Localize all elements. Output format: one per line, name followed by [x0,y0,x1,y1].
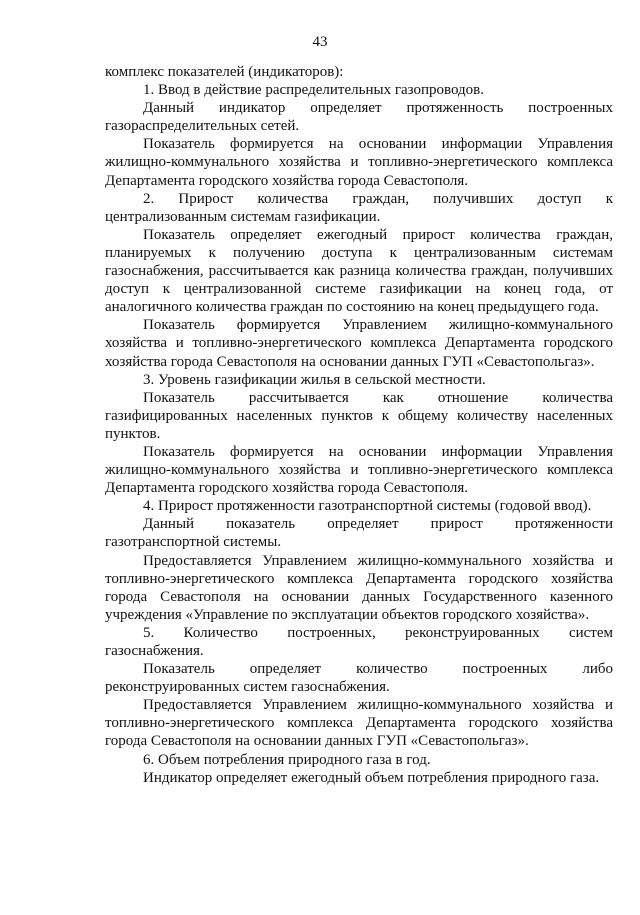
indicator-3-heading: 3. Уровень газификации жилья в сельской местности. [143,371,486,388]
indicator-3-definition: Показатель рассчитывается как отношение количества газифицированных населенных пунктов к общему количеству населенных пунктов. [105,389,613,442]
indicator-5-heading: 5. Количество построенных, реконструированных систем газоснабжения. [105,624,613,659]
indicator-4-source: Предоставляется Управлением жилищно-коммунального хозяйства и топливно-энергетического комплекса Департамента городского хозяйства города Севастополя на основании данных Государственного казенного учреждения «Управление по эксплуатации объектов городского хозяйства». [105,552,613,623]
indicator-6-heading: 6. Объем потребления природного газа в год. [143,751,431,768]
indicator-2-source: Показатель формируется Управлением жилищно-коммунального хозяйства и топливно-энергетического комплекса Департамента городского хозяйства города Севастополя на основании данных ГУП «Севастопольгаз». [105,317,613,370]
indicator-4-heading: 4. Прирост протяженности газотранспортной системы (годовой ввод). [143,498,592,515]
indicator-2-definition: Показатель определяет ежегодный прирост количества граждан, планируемых к получению доступа к централизованным системам газоснабжения, рассчитывается как разница количества граждан, получивших доступ к централизованной системе газификации на конец года, от аналогичного количества граждан по состоянию на конец предыдущего года. [105,226,613,316]
document-body [105,63,613,787]
indicator-2-heading: 2. Прирост количества граждан, получивших доступ к централизованным системам газификации. [105,190,613,225]
indicator-4-definition: Данный показатель определяет прирост протяженности газотранспортной системы. [105,516,613,551]
paragraph-intro: комплекс показателей (индикаторов): [105,64,344,80]
indicator-6-definition: Индикатор определяет ежегодный объем потребления природного газа. [143,769,600,786]
indicator-1-source: Показатель формируется на основании информации Управления жилищно-коммунального хозяйства и топливно-энергетического комплекса Департамента городского хозяйства города Севастополя. [105,136,613,189]
indicator-1-definition: Данный индикатор определяет протяженность построенных газораспределительных сетей. [105,100,613,135]
page-number: 43 [312,34,328,50]
indicator-5-source: Предоставляется Управлением жилищно-коммунального хозяйства и топливно-энергетического комплекса Департамента городского хозяйства города Севастополя на основании данных ГУП «Севастопольгаз». [105,697,613,750]
indicator-3-source: Показатель формируется на основании информации Управления жилищно-коммунального хозяйства и топливно-энергетического комплекса Департамента городского хозяйства города Севастополя. [105,443,613,497]
indicator-1-heading: 1. Ввод в действие распределительных газопроводов. [143,82,485,99]
indicator-5-definition: Показатель определяет количество построенных либо реконструированных систем газоснабжения. [105,661,613,696]
